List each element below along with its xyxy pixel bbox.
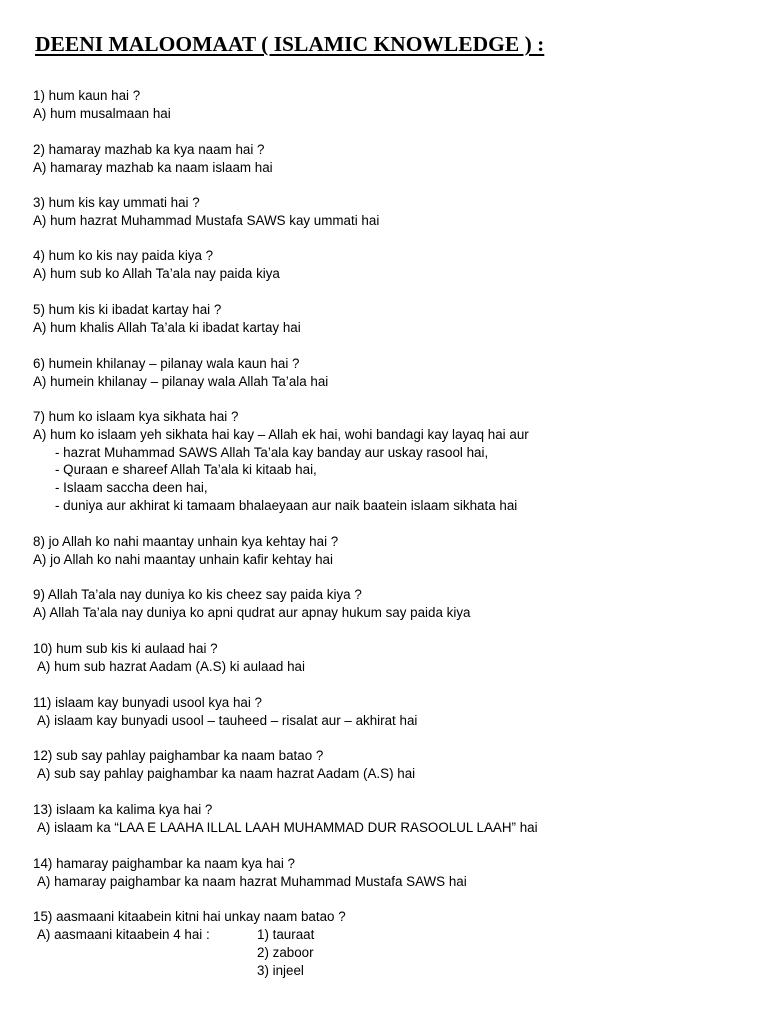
answer: A) humein khilanay – pilanay wala Allah Ta’ala hai (33, 373, 329, 389)
page-title: DEENI MALOOMAAT ( ISLAMIC KNOWLEDGE ) : (35, 32, 545, 56)
qa-item-12 (33, 747, 415, 783)
qa-item-10 (33, 640, 305, 676)
qa-item-11 (33, 694, 417, 730)
question: 12) sub say pahlay paighambar ka naam batao ? (33, 748, 324, 763)
question: 3) hum kis kay ummati hai ? (33, 195, 200, 210)
question: 15) aasmaani kitaabein kitni hai unkay naam batao ? (33, 909, 346, 924)
scripture-item: 1) tauraat (257, 927, 315, 942)
qa-item-6 (33, 355, 328, 391)
answer: A) hamaray mazhab ka naam islaam hai (33, 159, 273, 175)
answer-point: - duniya aur akhirat ki tamaam bhalaeyaan aur naik baatein islaam sikhata hai (55, 497, 518, 513)
question: 7) hum ko islaam kya sikhata hai ? (33, 409, 239, 424)
answer: A) hum musalmaan hai (33, 105, 171, 121)
answer: A) hum ko islaam yeh sikhata hai kay – Allah ek hai, wohi bandagi kay layaq hai aur (33, 426, 529, 442)
scripture-item: 2) zaboor (257, 944, 314, 960)
question: 6) humein khilanay – pilanay wala kaun hai ? (33, 356, 300, 371)
answer-point: - hazrat Muhammad SAWS Allah Ta’ala kay banday aur uskay rasool hai, (55, 444, 489, 460)
qa-item-14 (33, 855, 467, 891)
qa-item-5 (33, 301, 301, 337)
answer: A) islaam kay bunyadi usool – tauheed – risalat aur – akhirat hai (37, 712, 418, 728)
qa-item-1 (33, 87, 171, 123)
qa-item-4 (33, 247, 280, 283)
qa-item-2 (33, 141, 273, 177)
qa-item-8 (33, 533, 338, 569)
answer-point: - Islaam saccha deen hai, (55, 480, 208, 496)
qa-item-9 (33, 586, 470, 622)
answer: A) Allah Ta’ala nay duniya ko apni qudrat aur apnay hukum say paida kiya (33, 604, 471, 620)
question: 10) hum sub kis ki aulaad hai ? (33, 641, 218, 656)
answer: A) hum sub hazrat Aadam (A.S) ki aulaad hai (37, 658, 305, 674)
question: 11) islaam kay bunyadi usool kya hai ? (33, 695, 263, 710)
question: 9) Allah Ta’ala nay duniya ko kis cheez say paida kiya ? (33, 587, 362, 602)
question: 13) islaam ka kalima kya hai ? (33, 802, 213, 817)
answer: A) aasmaani kitaabein 4 hai : (37, 926, 210, 942)
question: 8) jo Allah ko nahi maantay unhain kya kehtay hai ? (33, 534, 339, 549)
answer: A) jo Allah ko nahi maantay unhain kafir kehtay hai (33, 551, 333, 567)
answer: A) hamaray paighambar ka naam hazrat Muhammad Mustafa SAWS hai (37, 873, 467, 889)
question: 14) hamaray paighambar ka naam kya hai ? (33, 856, 296, 871)
qa-item-3 (33, 194, 379, 230)
answer: A) sub say pahlay paighambar ka naam hazrat Aadam (A.S) hai (37, 765, 416, 781)
qa-item-7 (33, 408, 529, 515)
question: 1) hum kaun hai ? (33, 88, 141, 103)
question: 5) hum kis ki ibadat kartay hai ? (33, 302, 222, 317)
answer: A) islaam ka “LAA E LAAHA ILLAL LAAH MUHAMMAD DUR RASOOLUL LAAH” hai (37, 819, 538, 835)
scripture-list (257, 926, 314, 979)
question: 2) hamaray mazhab ka kya naam hai ? (33, 142, 265, 157)
answer-point: - Quraan e shareef Allah Ta’ala ki kitaab hai, (55, 462, 317, 478)
qa-item-13 (33, 801, 538, 837)
answer: A) hum hazrat Muhammad Mustafa SAWS kay ummati hai (33, 212, 380, 228)
answer: A) hum sub ko Allah Ta’ala nay paida kiya (33, 265, 280, 281)
answer: A) hum khalis Allah Ta’ala ki ibadat kartay hai (33, 319, 301, 335)
scripture-item: 3) injeel (257, 962, 304, 978)
question: 4) hum ko kis nay paida kiya ? (33, 248, 214, 263)
